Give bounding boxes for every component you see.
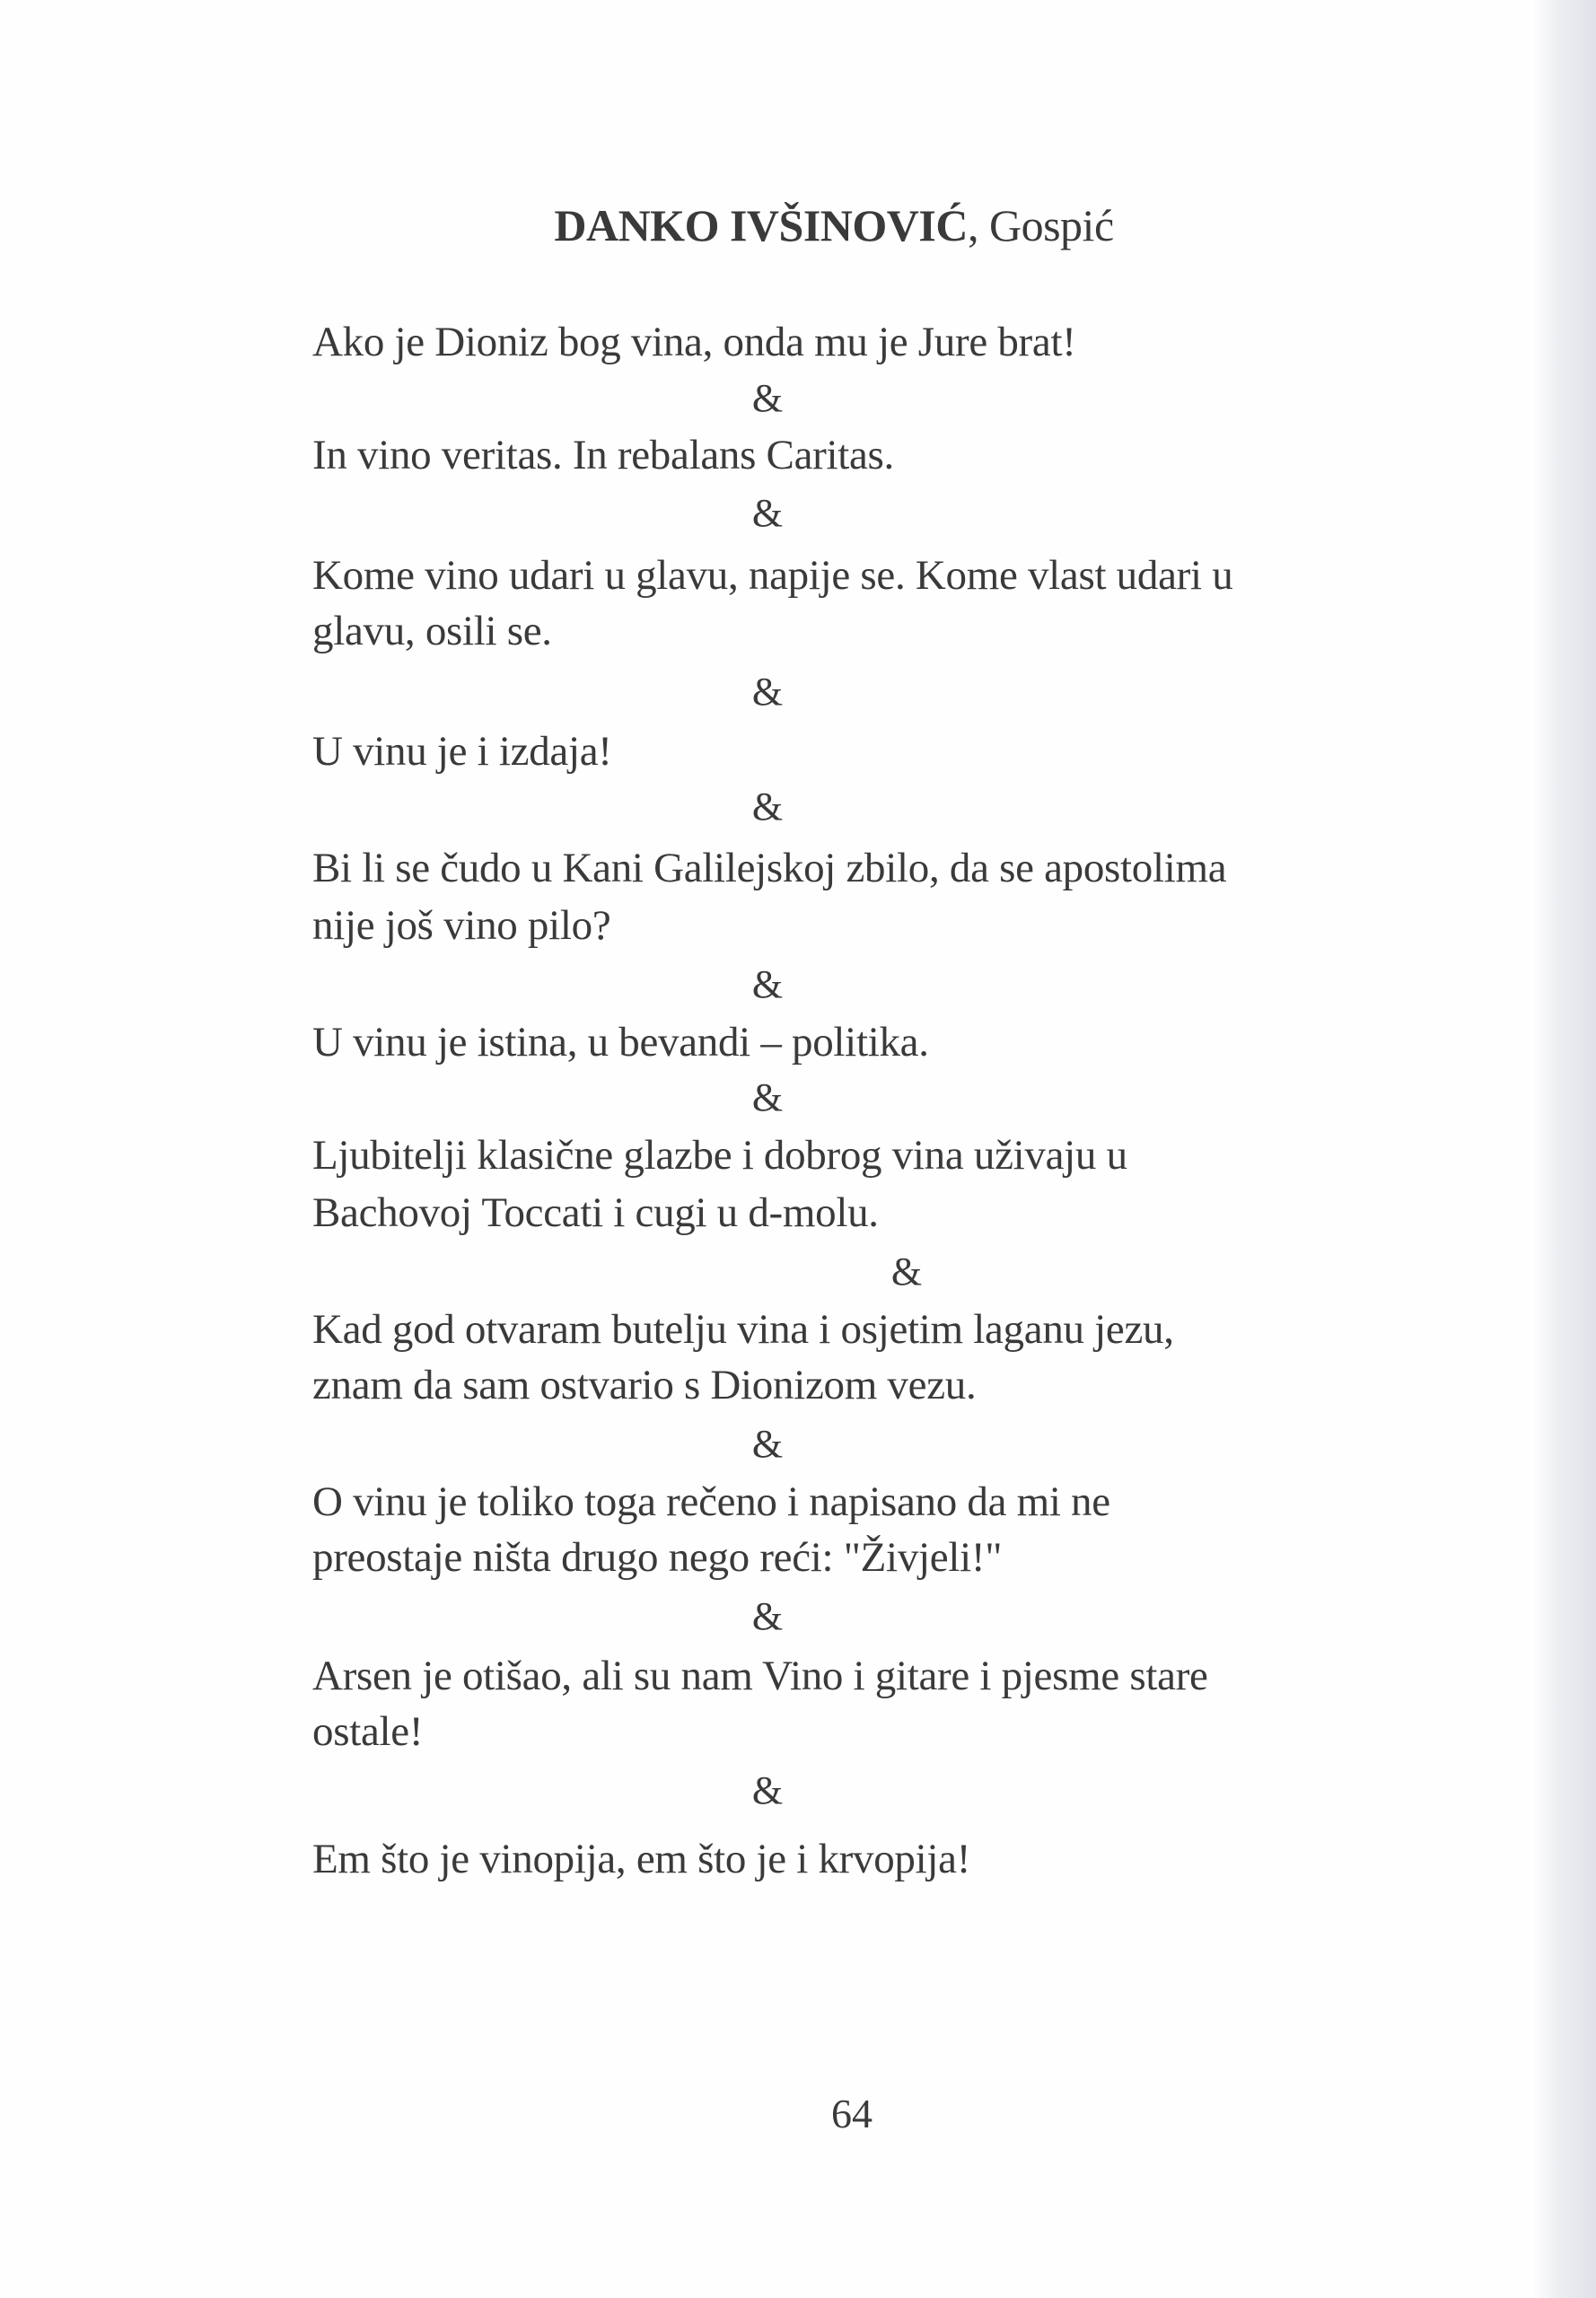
separator-ampersand: &: [751, 962, 784, 1006]
aphorism-line: Arsen je otišao, ali su nam Vino i gitare i pjesme stare: [312, 1653, 1208, 1699]
page-edge-shadow: [1533, 0, 1596, 2298]
separator-ampersand: &: [751, 670, 784, 714]
page-heading: [0, 199, 1596, 251]
separator-ampersand: &: [751, 1768, 784, 1812]
aphorism-line: Ljubitelji klasične glazbe i dobrog vina uživaju u: [312, 1132, 1127, 1179]
aphorism-line: Kome vino udari u glavu, napije se. Kome vlast udari u: [312, 552, 1233, 599]
separator-ampersand: &: [890, 1250, 923, 1294]
aphorism-line: U vinu je i izdaja!: [312, 728, 612, 775]
heading-separator: ,: [967, 200, 989, 250]
aphorism-line: Bi li se čudo u Kani Galilejskoj zbilo, da se apostolima: [312, 845, 1227, 891]
separator-ampersand: &: [751, 491, 784, 535]
aphorism-line: Kad god otvaram butelju vina i osjetim laganu jezu,: [312, 1306, 1174, 1353]
aphorism-line: Ako je Dioniz bog vina, onda mu je Jure brat!: [312, 319, 1076, 365]
author-place: Gospić: [988, 200, 1114, 250]
aphorism-line: glavu, osili se.: [312, 608, 552, 654]
aphorism-line: U vinu je istina, u bevandi – politika.: [312, 1019, 929, 1066]
separator-ampersand: &: [751, 1594, 784, 1638]
page-number: 64: [831, 2091, 873, 2136]
aphorism-line: ostale!: [312, 1708, 424, 1755]
separator-ampersand: &: [751, 1075, 784, 1119]
aphorism-line: Bachovoj Toccati i cugi u d-molu.: [312, 1189, 879, 1236]
author-name: DANKO IVŠINOVIĆ: [554, 200, 968, 250]
separator-ampersand: &: [751, 376, 784, 420]
aphorism-line: O vinu je toliko toga rečeno i napisano da mi ne: [312, 1478, 1110, 1525]
separator-ampersand: &: [751, 1422, 784, 1466]
aphorism-line: In vino veritas. In rebalans Caritas.: [312, 432, 895, 478]
aphorism-line: znam da sam ostvario s Dionizom vezu.: [312, 1362, 977, 1408]
aphorism-line: preostaje ništa drugo nego reći: "Živjeli!": [312, 1534, 1003, 1581]
aphorism-line: Em što je vinopija, em što je i krvopija!: [312, 1836, 971, 1882]
aphorism-line: nije još vino pilo?: [312, 902, 611, 949]
separator-ampersand: &: [751, 785, 784, 829]
